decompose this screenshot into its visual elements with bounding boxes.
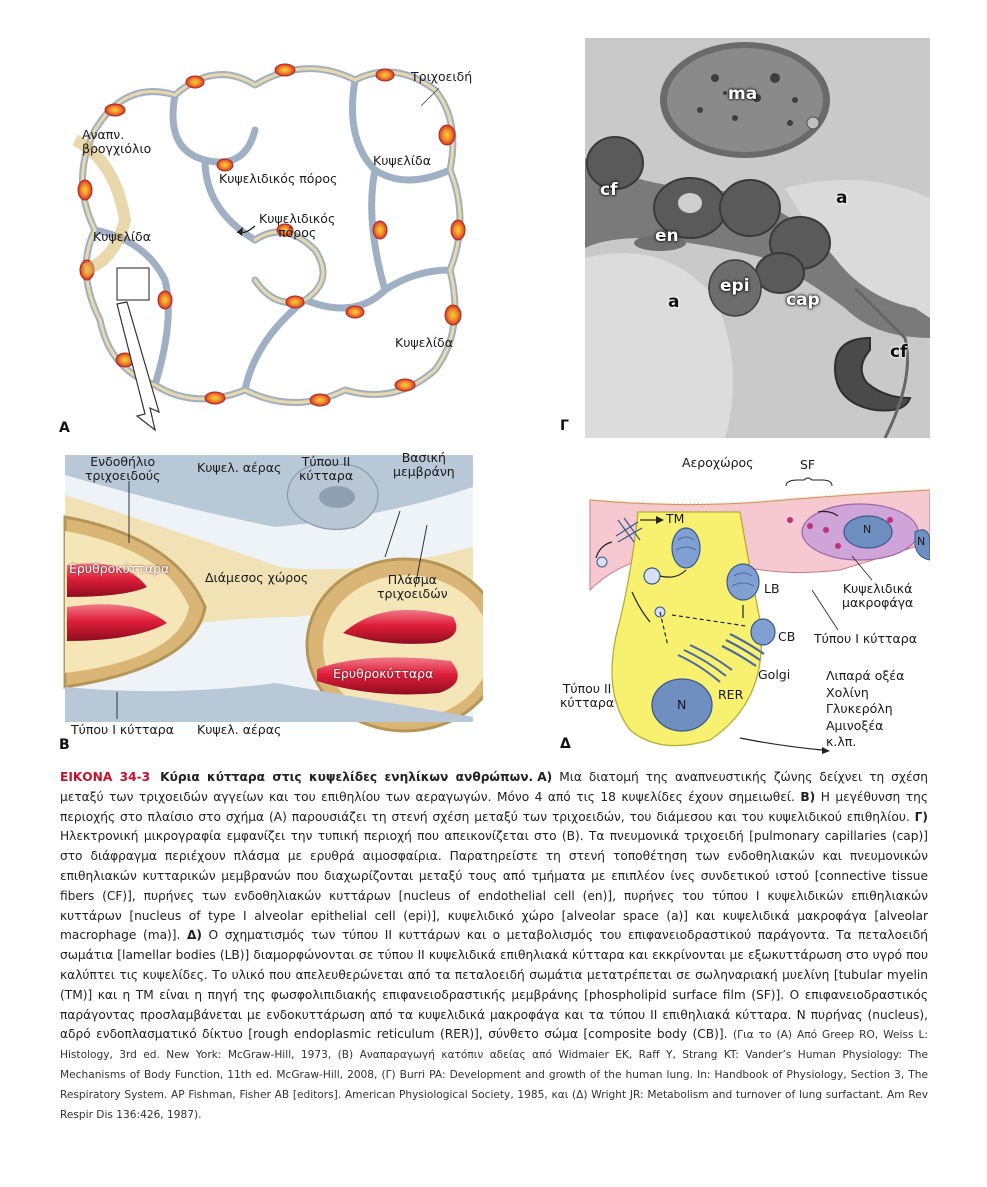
panel-a-letter: A <box>59 420 70 436</box>
label-alveolar-macrophages: Κυψελιδικά μακροφάγα <box>842 581 914 611</box>
caption-title: Κύρια κύτταρα στις κυψελίδες ενηλίκων ανθρώπων. <box>160 770 534 784</box>
label-respiratory-bronchiole: Αναπν. βρογχιόλιο <box>82 127 152 157</box>
label-tm: TM <box>666 511 685 526</box>
label-alveolar-pore-1: Κυψελιδικός πόρος <box>219 171 338 186</box>
label-n-right: N <box>917 535 926 548</box>
caption-part-a-marker: A) <box>537 770 553 784</box>
panel-d-letter: Δ <box>560 736 571 752</box>
caption-part-g-text: Ηλεκτρονική μικρογραφία εμφανίζει την τυπική περιοχή που απεικονίζεται στο (Β). Τα πνευμονικά τριχοειδή [pulmonary capillaries (cap)] στο διάφραγμα περιέχουν πλάσμα με ερυθρά αιμοσφαίρια. Παρατηρείστε τη στενή τοποθέτηση των ενδοθηλιακών και πνευμονικών επιθηλιακών κυτταρικών μεμβρανών που διαχωρίζονται μεταξύ τους από τμήματα με επιπλέον ίνες συνδετικού ιστού [connective tissue fibers (CF)], πυρήνες των ενδοθηλιακών κυττάρων [nucleus of endothelial cell (en)], πυρήνες του τύπου Ι κυψελιδικών επιθηλιακών κυττάρων [nucleus of type I alveolar epithelial cell (epi)], κυψελιδικό χώρο [alveolar space (a)] και κυψελιδικά μακροφάγα [alveolar macrophage (ma)]. <box>60 829 928 943</box>
panel-d-surfactant-metabolism <box>560 450 930 755</box>
panel-b-magnified-region <box>55 447 483 752</box>
em-label-cap: cap <box>786 290 820 310</box>
label-capillary-plasma: Πλάσμα τριχοειδών <box>377 572 448 602</box>
panel-a-respiratory-zone <box>55 40 475 440</box>
label-golgi: Golgi <box>758 667 791 682</box>
label-capillary: Τριχοειδή <box>411 69 473 84</box>
label-alveolus-2: Κυψελίδα <box>93 229 151 244</box>
label-rer: RER <box>718 687 744 702</box>
label-alveolar-air-bottom: Κυψελ. αέρας <box>197 722 282 737</box>
caption-part-b-text: Η μεγέθυνση της περιοχής στο πλαίσιο στο σχήμα (Α) παρουσιάζει τη στενή σχέση μεταξύ των τριχοειδών, του διάμεσου και του κυψελιδικού επιθηλίου. <box>60 789 928 824</box>
label-alveolar-pore-2: Κυψελιδικός πόρος <box>259 211 336 241</box>
caption-part-d-marker: Δ) <box>186 928 202 943</box>
label-type2-cells: Τύπου ΙΙ κύτταρα <box>560 681 615 711</box>
panel-g-letter: Γ <box>560 418 569 434</box>
caption-part-b-marker: Β) <box>800 789 816 804</box>
caption-part-g-marker: Γ) <box>914 809 928 824</box>
label-lb: LB <box>764 581 780 596</box>
label-n-nucleus: N <box>677 697 687 712</box>
caption-figure-number: ΕΙΚΟΝΑ 34-3 <box>60 770 151 784</box>
label-alveolar-air-top: Κυψελ. αέρας <box>197 460 282 475</box>
label-n-macrophage: N <box>863 523 872 536</box>
panel-g-electron-micrograph <box>560 38 930 438</box>
label-type1-cells: Τύπου Ι κύτταρα <box>814 631 917 646</box>
label-basement-membrane: Βασική μεμβράνη <box>393 450 455 480</box>
em-label-a-2: a <box>668 292 680 312</box>
label-interstitial-space: Διάμεσος χώρος <box>205 570 309 585</box>
em-label-cf-1: cf <box>600 180 618 200</box>
em-label-ma: ma <box>728 84 758 104</box>
em-label-epi: epi <box>720 276 750 296</box>
em-label-en: en <box>655 226 679 246</box>
caption-part-d-text: Ο σχηματισμός των τύπου ΙΙ κυττάρων και ο μεταβολισμός του επιφανειοδραστικού παράγοντα. Τα πεταλοειδή σωμάτια [lamellar bodies (LB)] διαμορφώνονται σε τύπου ΙΙ κυψελιδικά επιθηλιακά κύτταρα και εκκρίνονται με εξωκυττάρωση στο υγρό που καλύπτει τις κυψελίδες. Το υλικό που απελευθερώνεται από τα πεταλοειδή σωμάτια μετατρέπεται σε σωληναριακή μυελίνη [tubular myelin (TM)] και η TM είναι η πηγή της φωσφολιπιδιακής επιφανειοδραστικής μεμβράνης [phospholipid surface film (SF)]. Ο επιφανειοδραστικός παράγοντας προσλαμβάνεται με ενδοκυττάρωση από τα κυψελιδικά μακροφάγα και τα τύπου ΙΙ επιθηλιακά κύτταρα. Ν πυρήνας (nucleus), αδρό ενδοπλασματικό δίκτυο [rough endoplasmic reticulum (RER)], σύνθετο σώμα [composite body (CB)]. <box>60 928 928 1042</box>
label-type1-cell: Τύπου Ι κύτταρα <box>71 722 174 737</box>
label-secreted-products: Λιπαρά οξέα Χολίνη Γλυκερόλη Αμινοξέα κ.λπ. <box>826 668 905 749</box>
label-rbc-2: Ερυθροκύτταρα <box>333 666 434 681</box>
caption-part-a-text: Μια διατομή της αναπνευστικής ζώνης δείχνει τη σχέση μεταξύ των τριχοειδών αγγείων και του επιθηλίου των αεραγωγών. Μόνο 4 από τις 18 κυψελίδες έχουν σημειωθεί. <box>60 770 928 804</box>
em-label-a-1: a <box>836 188 848 208</box>
label-capillary-endothelium: Ενδοθήλιο τριχοειδούς <box>85 454 161 484</box>
caption-credits: (Για το (Α) Από Greep RO, Weiss L: Histology, 3rd ed. New York: McGraw-Hill, 1973, (Β) Αναπαραγωγή κατόπιν αδείας από Widmaier EK, Raff Y, Strang KT: Vander’s Human Physiology: The Mechanisms of Body Function, 11th ed. McGraw-Hill, 2008, (Γ) Burri PA: Development and growth of the human lung. In: Handbook of Physiology, Section 3, The Respiratory System. AP Fishman, Fisher AB [editors]. American Physiological Society, 1985, και (Δ) Wright JR: Metabolism and turnover of lung surfactant. Am Rev Respir Dis 136:426, 1987). <box>60 1029 928 1121</box>
panel-b-letter: Β <box>59 737 70 753</box>
label-rbc-1: Ερυθροκύτταρα <box>69 561 170 576</box>
label-alveolus-3: Κυψελίδα <box>395 335 453 350</box>
figure-caption <box>60 768 928 1124</box>
label-cb: CB <box>778 629 796 644</box>
em-label-cf-2: cf <box>890 342 908 362</box>
label-sf: SF <box>800 457 816 472</box>
label-air-space: Αεροχώρος <box>682 455 754 470</box>
micrograph-image <box>585 38 955 438</box>
label-alveolus-1: Κυψελίδα <box>373 153 431 168</box>
label-type2-cell: Τύπου ΙΙ κύτταρα <box>299 454 354 484</box>
